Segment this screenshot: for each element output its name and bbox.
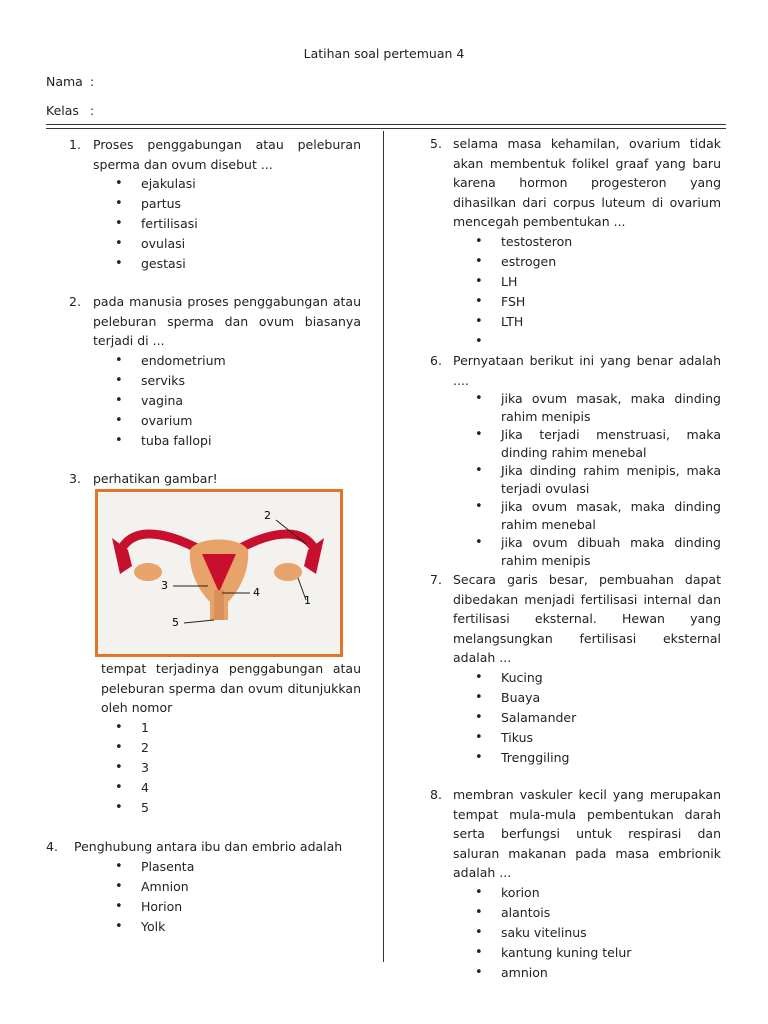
- question-number: 7.: [430, 572, 442, 587]
- figure-label: 5: [172, 616, 179, 629]
- question-4: [46, 837, 374, 937]
- option: • Salamander: [475, 708, 721, 728]
- kelas-field: [46, 103, 94, 118]
- option: • saku vitelinus: [475, 923, 721, 943]
- nama-colon: :: [90, 74, 95, 89]
- option: • Kucing: [475, 668, 721, 688]
- question-text: membran vaskuler kecil yang merupakan tempat mula-mula pembentukan darah serta berfungsi untuk respirasi dan saluran makanan pada masa embrionik adalah ...: [453, 787, 721, 880]
- option-list: [115, 351, 361, 451]
- option: • FSH: [475, 292, 721, 312]
- question-2: [69, 292, 361, 451]
- question-number: 6.: [430, 353, 442, 368]
- option: • Plasenta: [115, 857, 374, 877]
- option: • fertilisasi: [115, 214, 361, 234]
- option: • Horion: [115, 897, 374, 917]
- option-empty: [475, 332, 721, 352]
- option: • ovarium: [115, 411, 361, 431]
- question-7: [430, 570, 721, 768]
- column-divider: [383, 131, 384, 962]
- question-number: 4.: [46, 839, 58, 854]
- question-caption: tempat terjadinya penggabungan atau peleburan sperma dan ovum ditunjukkan oleh nomor: [101, 661, 361, 715]
- figure-label: 1: [304, 594, 311, 607]
- option: • 5: [115, 798, 361, 818]
- option: • 2: [115, 738, 361, 758]
- option: • jika ovum dibuah maka dinding rahim menipis: [475, 534, 721, 570]
- uterus-diagram: [98, 492, 340, 654]
- option: • ejakulasi: [115, 174, 361, 194]
- question-text: perhatikan gambar!: [93, 471, 218, 486]
- option: • Jika dinding rahim menipis, maka terjadi ovulasi: [475, 462, 721, 498]
- question-6: [430, 351, 721, 570]
- option-list: [115, 857, 374, 937]
- question-number: 2.: [69, 294, 81, 309]
- kelas-label: Kelas: [46, 103, 79, 118]
- option: • 3: [115, 758, 361, 778]
- option: • serviks: [115, 371, 361, 391]
- header-divider-thin: [46, 128, 726, 129]
- option: • amnion: [475, 963, 721, 983]
- question-1: [69, 135, 361, 274]
- option: • Tikus: [475, 728, 721, 748]
- option: • jika ovum masak, maka dinding rahim menipis: [475, 390, 721, 426]
- question-number: 1.: [69, 137, 81, 152]
- option: • tuba fallopi: [115, 431, 361, 451]
- figure-label: 3: [161, 579, 168, 592]
- option: • endometrium: [115, 351, 361, 371]
- option: • gestasi: [115, 254, 361, 274]
- option: • alantois: [475, 903, 721, 923]
- option: • Yolk: [115, 917, 374, 937]
- nama-field: [46, 74, 94, 89]
- option: • LH: [475, 272, 721, 292]
- question-number: 8.: [430, 787, 442, 802]
- question-8: [430, 785, 721, 983]
- option-list: [115, 174, 361, 274]
- header-divider: [46, 124, 726, 125]
- page-title: Latihan soal pertemuan 4: [303, 46, 465, 61]
- question-number: 3.: [69, 471, 81, 486]
- question-text: selama masa kehamilan, ovarium tidak akan membentuk folikel graaf yang baru karena hormon progesteron yang dihasilkan dari corpus luteum di ovarium mencegah pembentukan ...: [453, 136, 721, 229]
- option: • Amnion: [115, 877, 374, 897]
- question-5: [430, 134, 721, 352]
- question-3: [69, 469, 361, 489]
- option: • korion: [475, 883, 721, 903]
- question-text: Pernyataan berikut ini yang benar adalah ....: [453, 353, 721, 388]
- option: • testosteron: [475, 232, 721, 252]
- nama-label: Nama: [46, 74, 83, 89]
- option: • 4: [115, 778, 361, 798]
- uterus-figure: [95, 489, 343, 657]
- question-3-caption: [101, 659, 361, 818]
- option-list: [475, 668, 721, 768]
- figure-label: 2: [264, 509, 271, 522]
- kelas-colon: :: [90, 103, 95, 118]
- question-text: Secara garis besar, pembuahan dapat dibedakan menjadi fertilisasi internal dan fertilisasi eksternal. Hewan yang melangsungkan fertilisasi eksternal adalah ...: [453, 572, 721, 665]
- option: • ovulasi: [115, 234, 361, 254]
- option-list: [475, 883, 721, 983]
- option: • kantung kuning telur: [475, 943, 721, 963]
- option: • vagina: [115, 391, 361, 411]
- option: • 1: [115, 718, 361, 738]
- option: • estrogen: [475, 252, 721, 272]
- option: • LTH: [475, 312, 721, 332]
- figure-label: 4: [253, 586, 260, 599]
- question-number: 5.: [430, 136, 442, 151]
- option: • Trenggiling: [475, 748, 721, 768]
- option: • Buaya: [475, 688, 721, 708]
- option: • jika ovum masak, maka dinding rahim menebal: [475, 498, 721, 534]
- question-text: Proses penggabungan atau peleburan sperma dan ovum disebut ...: [93, 137, 361, 172]
- option-list: [475, 232, 721, 352]
- question-text: pada manusia proses penggabungan atau peleburan sperma dan ovum biasanya terjadi di ...: [93, 294, 361, 348]
- option-list: [475, 390, 721, 570]
- option: • Jika terjadi menstruasi, maka dinding rahim menebal: [475, 426, 721, 462]
- option-list: [115, 718, 361, 818]
- question-text: Penghubung antara ibu dan embrio adalah: [74, 839, 343, 854]
- option: • partus: [115, 194, 361, 214]
